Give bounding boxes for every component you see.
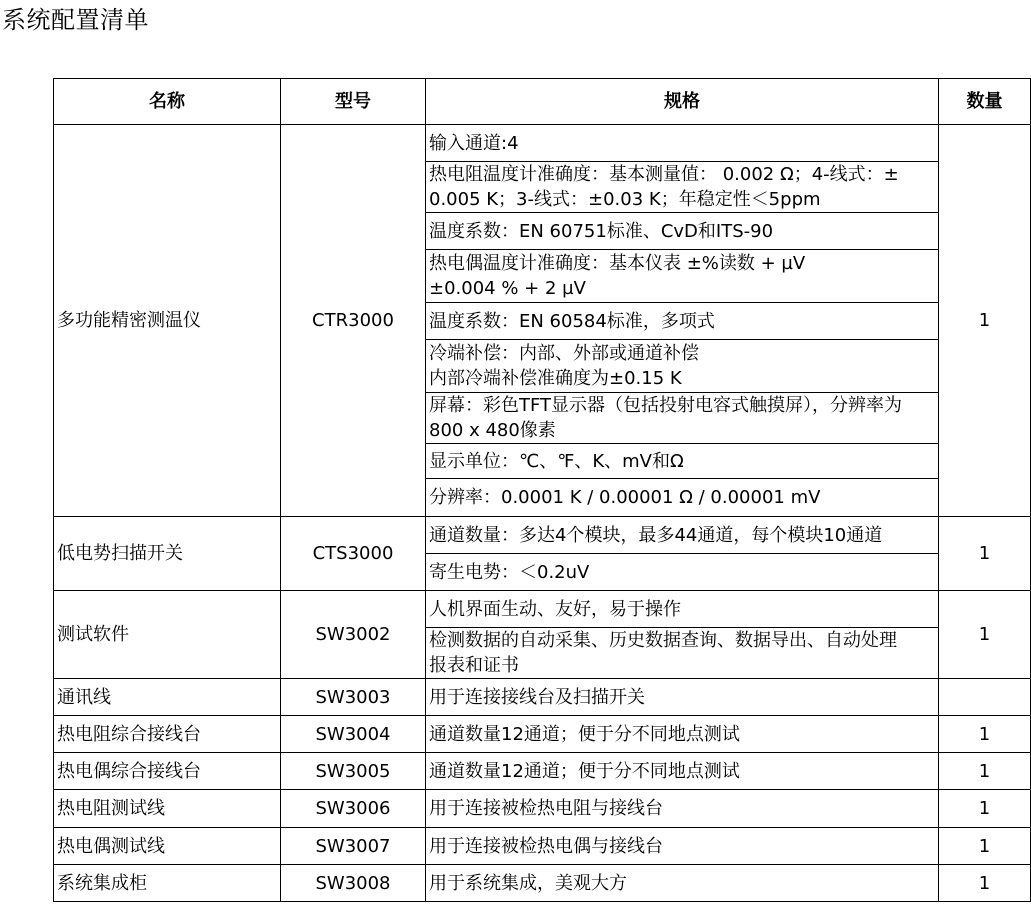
item-spec: 通道数量12通道；便于分不同地点测试 (426, 753, 939, 790)
item-qty: 1 (939, 517, 1031, 591)
item-qty: 1 (939, 125, 1031, 517)
spec-line: 800 x 480像素 (429, 420, 556, 441)
item-model: SW3003 (281, 679, 426, 716)
spec-cell (426, 162, 939, 213)
item-spec: 用于连接被检热电阻与接线台 (426, 790, 939, 828)
spec-line: 通道数量：多达4个模块，最多44通道，每个模块10通道 (429, 524, 883, 546)
table-row (54, 865, 1031, 902)
spec-line: 热电阻温度计准确度：基本测量值： 0.002 Ω；4-线式：± (429, 164, 899, 185)
spec-line: 分辨率：0.0001 K / 0.00001 Ω / 0.00001 mV (429, 487, 821, 508)
table-row (54, 716, 1031, 753)
spec-line: 0.005 K；3-线式：±0.03 K；年稳定性＜5ppm (429, 189, 821, 210)
spec-cell (426, 213, 939, 250)
spec-line: 热电偶温度计准确度：基本仪表 ±%读数 + µV (429, 253, 806, 274)
item-spec: 用于连接接线台及扫描开关 (426, 679, 939, 716)
spec-line: 显示单位：℃、℉、K、mV和Ω (429, 450, 684, 472)
spec-line: 冷端补偿：内部、外部或通道补偿 (429, 343, 699, 364)
spec-cell (426, 250, 939, 303)
spec-line: 屏幕：彩色TFT显示器（包括投射电容式触摸屏），分辨率为 (429, 395, 903, 416)
spec-line: 寄生电势：＜0.2uV (429, 561, 590, 583)
header-spec: 规格 (426, 79, 939, 125)
item-name: 多功能精密测温仪 (54, 125, 281, 517)
spec-cell (426, 393, 939, 444)
item-name: 通讯线 (54, 679, 281, 716)
item-name: 热电阻测试线 (54, 790, 281, 828)
item-model: CTS3000 (281, 517, 426, 591)
item-qty: 1 (939, 790, 1031, 828)
header-name: 名称 (54, 79, 281, 125)
item-model: SW3005 (281, 753, 426, 790)
spec-cell (426, 628, 939, 679)
item-qty (939, 679, 1031, 716)
item-model: SW3006 (281, 790, 426, 828)
item-qty: 1 (939, 753, 1031, 790)
item-spec: 用于系统集成，美观大方 (426, 865, 939, 902)
table-row (54, 517, 1031, 554)
header-model: 型号 (281, 79, 426, 125)
item-name: 热电偶测试线 (54, 828, 281, 865)
header-qty: 数量 (939, 79, 1031, 125)
table-row (54, 591, 1031, 628)
spec-cell (426, 125, 939, 162)
item-qty: 1 (939, 716, 1031, 753)
item-spec: 通道数量12通道；便于分不同地点测试 (426, 716, 939, 753)
spec-line: ±0.004 % + 2 µV (429, 278, 586, 299)
config-table (53, 78, 1031, 902)
item-model: CTR3000 (281, 125, 426, 517)
spec-line: 输入通道:4 (429, 132, 519, 154)
item-name: 热电阻综合接线台 (54, 716, 281, 753)
table-row (54, 679, 1031, 716)
item-qty: 1 (939, 865, 1031, 902)
spec-line: 报表和证书 (429, 655, 519, 676)
item-model: SW3002 (281, 591, 426, 679)
table-row (54, 790, 1031, 828)
spec-line: 温度系数：EN 60751标准、CvD和ITS-90 (429, 220, 774, 242)
item-name: 热电偶综合接线台 (54, 753, 281, 790)
item-spec: 用于连接被检热电偶与接线台 (426, 828, 939, 865)
spec-line: 人机界面生动、友好，易于操作 (429, 598, 681, 620)
page-title: 系统配置清单 (2, 6, 149, 34)
spec-cell (426, 517, 939, 554)
item-model: SW3004 (281, 716, 426, 753)
table-row (54, 828, 1031, 865)
item-name: 系统集成柜 (54, 865, 281, 902)
spec-cell (426, 340, 939, 393)
item-name: 低电势扫描开关 (54, 517, 281, 591)
spec-line: 检测数据的自动采集、历史数据查询、数据导出、自动处理 (429, 630, 897, 651)
item-name: 测试软件 (54, 591, 281, 679)
spec-cell (426, 444, 939, 479)
spec-line: 内部冷端补偿准确度为±0.15 K (429, 368, 682, 389)
spec-cell (426, 591, 939, 628)
spec-cell (426, 554, 939, 591)
table-row (54, 753, 1031, 790)
spec-cell (426, 479, 939, 517)
item-model: SW3008 (281, 865, 426, 902)
table-row (54, 125, 1031, 162)
item-qty: 1 (939, 828, 1031, 865)
spec-cell (426, 303, 939, 340)
header-row (54, 79, 1031, 125)
item-qty: 1 (939, 591, 1031, 679)
spec-line: 温度系数：EN 60584标准，多项式 (429, 310, 715, 332)
item-model: SW3007 (281, 828, 426, 865)
